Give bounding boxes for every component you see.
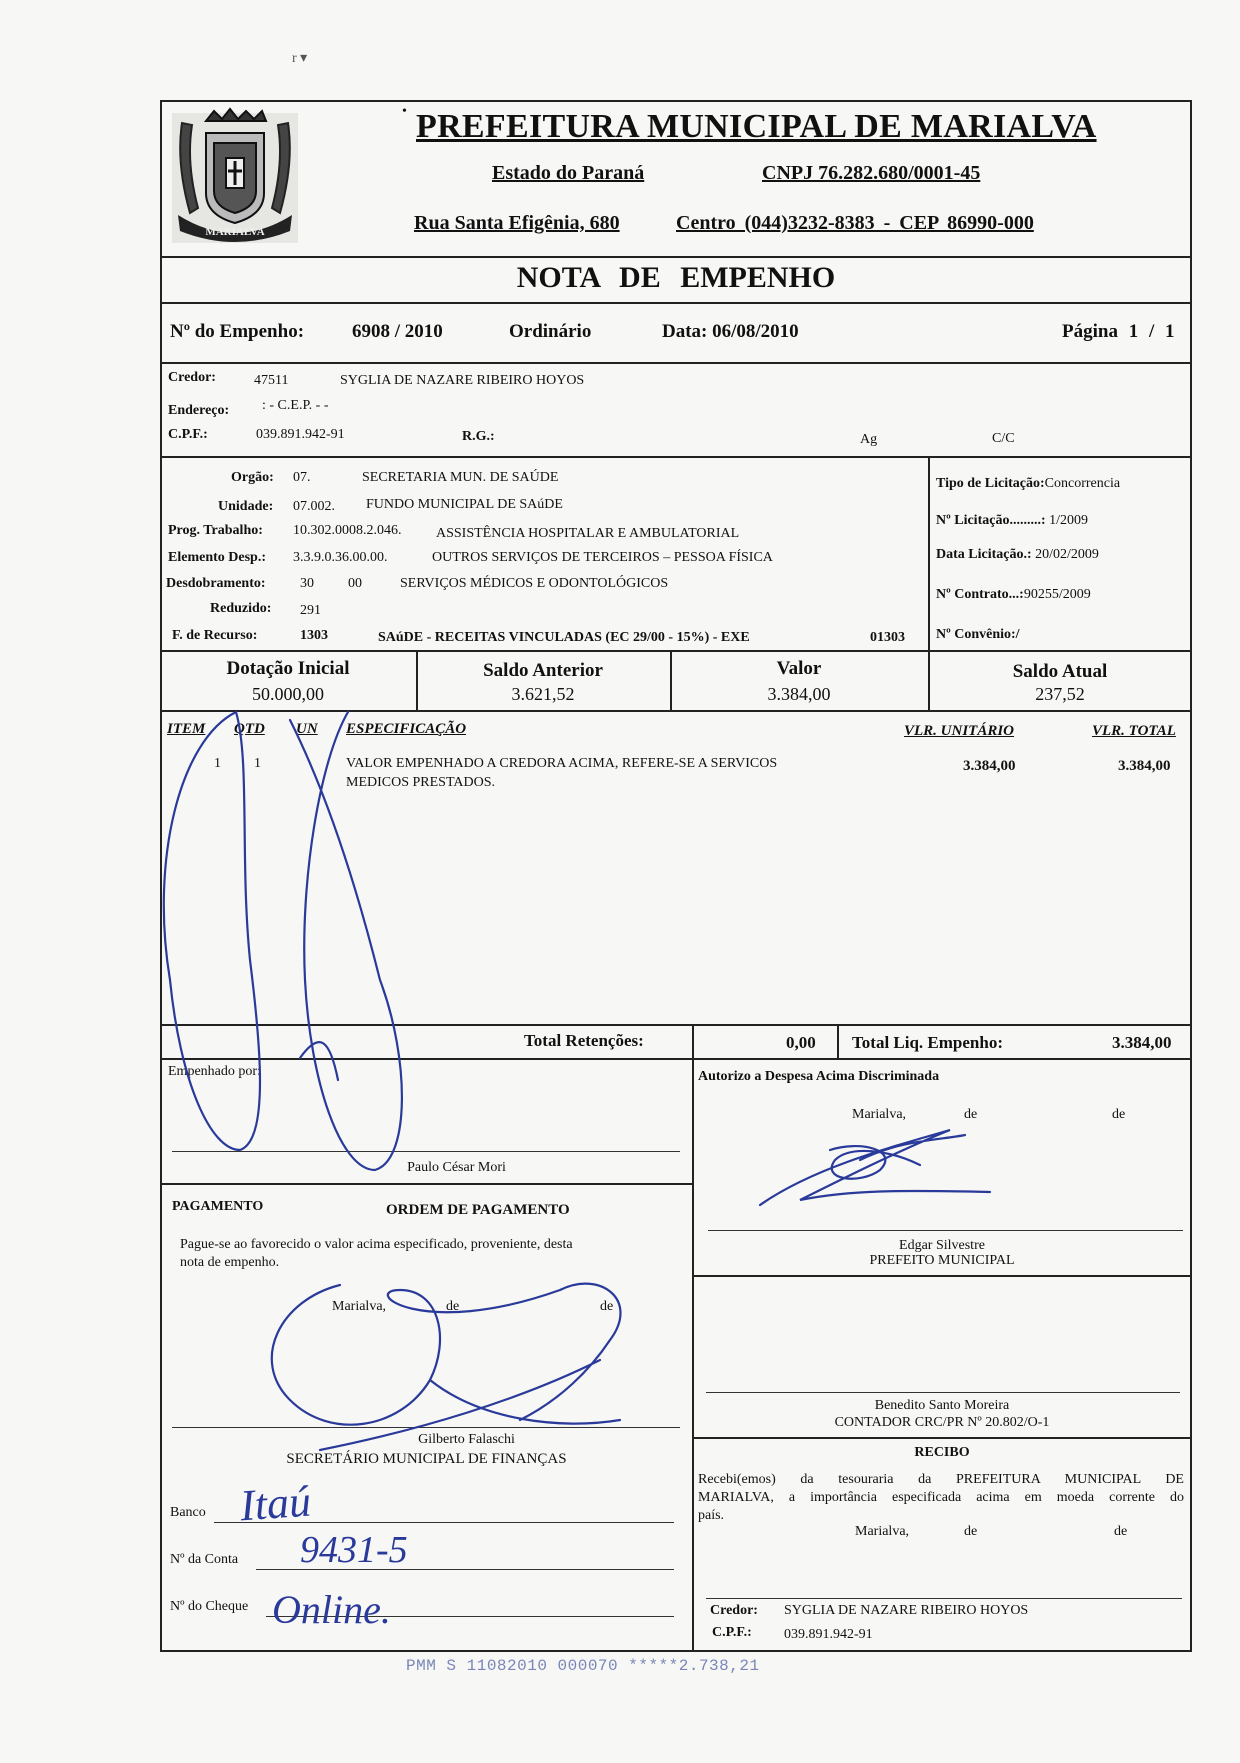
dotacao-label: Dotação Inicial (226, 658, 350, 679)
autorizo-city: Marialva, (852, 1107, 907, 1122)
valor-label: Valor (776, 658, 822, 679)
endereco-label: Endereço: (168, 403, 230, 418)
licitacao-data-value: 20/02/2009 (1035, 547, 1099, 562)
elemento-label: Elemento Desp.: (168, 550, 266, 565)
licitacao-numero-label: Nº Licitação.........: (936, 513, 1046, 528)
orgao-label: Orgão: (231, 470, 274, 485)
col-vlr-total: VLR. TOTAL (1092, 723, 1176, 739)
pagamento-city: Marialva, (332, 1299, 387, 1314)
item-desc-line2: MEDICOS PRESTADOS. (346, 775, 496, 790)
ordem-pagamento-label: ORDEM DE PAGAMENTO (386, 1202, 570, 1218)
recibo-de2: de (1114, 1524, 1128, 1539)
saldo-atual-value: 237,52 (1035, 684, 1085, 704)
col-vlr-unitario: VLR. UNITÁRIO (904, 723, 1015, 739)
recurso-label: F. de Recurso: (172, 628, 258, 643)
bullet-mark: • (402, 104, 407, 119)
recibo-city: Marialva, (855, 1524, 910, 1539)
saldo-atual-label: Saldo Atual (1012, 661, 1108, 682)
conta-label: Nº da Conta (170, 1552, 239, 1567)
recibo-de1: de (964, 1524, 978, 1539)
item-qtd: 1 (254, 756, 261, 771)
saldo-anterior-value: 3.621,52 (511, 684, 575, 704)
col-especificacao: ESPECIFICAÇÃO (346, 721, 467, 737)
orgao-name: SECRETARIA MUN. DE SAÚDE (362, 470, 559, 485)
item-vlr-total: 3.384,00 (1118, 758, 1171, 774)
recibo-text-line2: MARIALVA, a importância especificada acima em moeda corrente do (698, 1490, 1184, 1505)
total-retencoes-label: Total Retenções: (524, 1031, 644, 1050)
scan-marks: r ▾ (292, 51, 308, 66)
pagamento-role: SECRETÁRIO MUNICIPAL DE FINANÇAS (286, 1451, 567, 1467)
recibo-credor-name: SYGLIA DE NAZARE RIBEIRO HOYOS (784, 1603, 1029, 1618)
cpf-value: 039.891.942-91 (256, 427, 345, 442)
recibo-cpf-value: 039.891.942-91 (784, 1627, 873, 1642)
prog-label: Prog. Trabalho: (168, 523, 263, 538)
recibo-credor-label: Credor: (710, 1603, 758, 1618)
autorizo-de2: de (1112, 1107, 1126, 1122)
cc-label: C/C (992, 431, 1015, 446)
conta-handwritten: 9431-5 (300, 1529, 408, 1571)
pagamento-label: PAGAMENTO (172, 1199, 264, 1214)
empenho-date: Data: 06/08/2010 (662, 321, 799, 342)
unidade-label: Unidade: (218, 499, 274, 514)
empenho-label: Nº do Empenho: (170, 321, 305, 342)
cnpj-label: CNPJ 76.282.680/0001-45 (762, 162, 981, 184)
desdobramento-code2: 00 (348, 576, 362, 591)
contact-label: Centro (044)3232-8383 - CEP 86990-000 (676, 212, 1034, 234)
contador-signer: Benedito Santo Moreira (874, 1398, 1010, 1413)
cheque-label: Nº do Cheque (170, 1599, 249, 1614)
totais-box (160, 1024, 1192, 1060)
endereco-value: : - C.E.P. - - (262, 398, 329, 413)
rg-label: R.G.: (462, 429, 495, 444)
empenho-type: Ordinário (509, 321, 592, 342)
col-un: UN (296, 721, 318, 737)
crest-text: MARIALVA (205, 226, 265, 238)
recibo-text-line1: Recebi(emos) da tesouraria da PREFEITURA MUNICIPAL DE (698, 1472, 1184, 1487)
address-label: Rua Santa Efigênia, 680 (414, 212, 620, 234)
desdobramento-label: Desdobramento: (166, 576, 266, 591)
licitacao-tipo-value: Concorrencia (1044, 476, 1121, 491)
total-retencoes-value: 0,00 (786, 1033, 816, 1052)
saldo-anterior-label: Saldo Anterior (483, 660, 603, 681)
footer-stamp: PMM S 11082010 000070 *****2.738,21 (406, 1657, 760, 1675)
recibo-cpf-label: C.P.F.: (712, 1625, 752, 1640)
col-item: ITEM (167, 721, 206, 737)
autorizo-signer: Edgar Silvestre (899, 1238, 985, 1253)
reduzido-value: 291 (300, 603, 321, 618)
pagamento-de2: de (600, 1299, 614, 1314)
pagamento-de1: de (446, 1299, 460, 1314)
item-number: 1 (214, 756, 221, 771)
total-liquido-label: Total Liq. Empenho: (852, 1033, 1003, 1052)
contador-role: CONTADOR CRC/PR Nº 20.802/O-1 (834, 1415, 1050, 1430)
dotacao-value: 50.000,00 (252, 684, 324, 704)
orgao-code: 07. (293, 470, 311, 485)
banco-label: Banco (170, 1505, 206, 1520)
item-vlr-unitario: 3.384,00 (963, 758, 1016, 774)
pagamento-signer: Gilberto Falaschi (418, 1432, 515, 1447)
valor-value: 3.384,00 (767, 684, 831, 704)
cheque-handwritten: Online. (272, 1587, 391, 1632)
licitacao-tipo-label: Tipo de Licitação: (936, 476, 1045, 491)
empenhado-signer: Paulo César Mori (407, 1160, 506, 1175)
recurso-name: SAúDE - RECEITAS VINCULADAS (EC 29/00 - 15%) - EXE (378, 630, 750, 645)
state-label: Estado do Paraná (492, 162, 645, 184)
total-liquido-value: 3.384,00 (1112, 1033, 1172, 1052)
reduzido-label: Reduzido: (210, 601, 272, 616)
empenho-number: 6908 / 2010 (352, 321, 443, 342)
unidade-code: 07.002. (293, 499, 335, 514)
item-desc-line1: VALOR EMPENHADO A CREDORA ACIMA, REFERE-SE A SERVICOS (346, 756, 778, 771)
pagamento-text-line1: Pague-se ao favorecido o valor acima especificado, proveniente, desta (180, 1237, 573, 1252)
col-qtd: QTD (234, 721, 265, 737)
credor-label: Credor: (168, 370, 216, 385)
banco-handwritten: Itaú (238, 1476, 313, 1531)
doc-title: NOTA DE EMPENHO (516, 261, 836, 294)
recurso-code: 1303 (300, 628, 328, 643)
licitacao-data-label: Data Licitação.: (936, 547, 1032, 562)
licitacao-numero-value: 1/2009 (1049, 513, 1088, 528)
unidade-name: FUNDO MUNICIPAL DE SAúDE (366, 497, 563, 512)
recurso-code2: 01303 (870, 630, 905, 645)
autorizo-de1: de (964, 1107, 978, 1122)
ag-label: Ag (860, 432, 878, 447)
page-title: PREFEITURA MUNICIPAL DE MARIALVA (416, 108, 1097, 145)
elemento-code: 3.3.9.0.36.00.00. (293, 550, 388, 565)
convenio-label: Nº Convênio:/ (936, 627, 1020, 642)
recibo-label: RECIBO (914, 1445, 970, 1460)
cpf-label: C.P.F.: (168, 427, 208, 442)
contrato-value: 90255/2009 (1023, 587, 1091, 602)
credor-name: SYGLIA DE NAZARE RIBEIRO HOYOS (340, 373, 585, 388)
elemento-name: OUTROS SERVIÇOS DE TERCEIROS – PESSOA FÍSICA (432, 550, 773, 565)
pagamento-text-line2: nota de empenho. (180, 1255, 280, 1270)
desdobramento-code1: 30 (300, 576, 314, 591)
credor-code: 47511 (254, 373, 289, 388)
prog-code: 10.302.0008.2.046. (293, 523, 402, 538)
prog-name: ASSISTÊNCIA HOSPITALAR E AMBULATORIAL (436, 526, 740, 541)
autorizo-role: PREFEITO MUNICIPAL (869, 1253, 1015, 1268)
recibo-text-line3: país. (698, 1508, 725, 1523)
empenhado-label: Empenhado por: (168, 1064, 261, 1079)
contrato-label: Nº Contrato...: (936, 587, 1024, 602)
desdobramento-name: SERVIÇOS MÉDICOS E ODONTOLÓGICOS (400, 576, 669, 591)
page-number: Página 1 / 1 (1062, 321, 1175, 342)
autorizo-label: Autorizo a Despesa Acima Discriminada (698, 1069, 940, 1084)
municipal-crest-logo (166, 103, 304, 253)
